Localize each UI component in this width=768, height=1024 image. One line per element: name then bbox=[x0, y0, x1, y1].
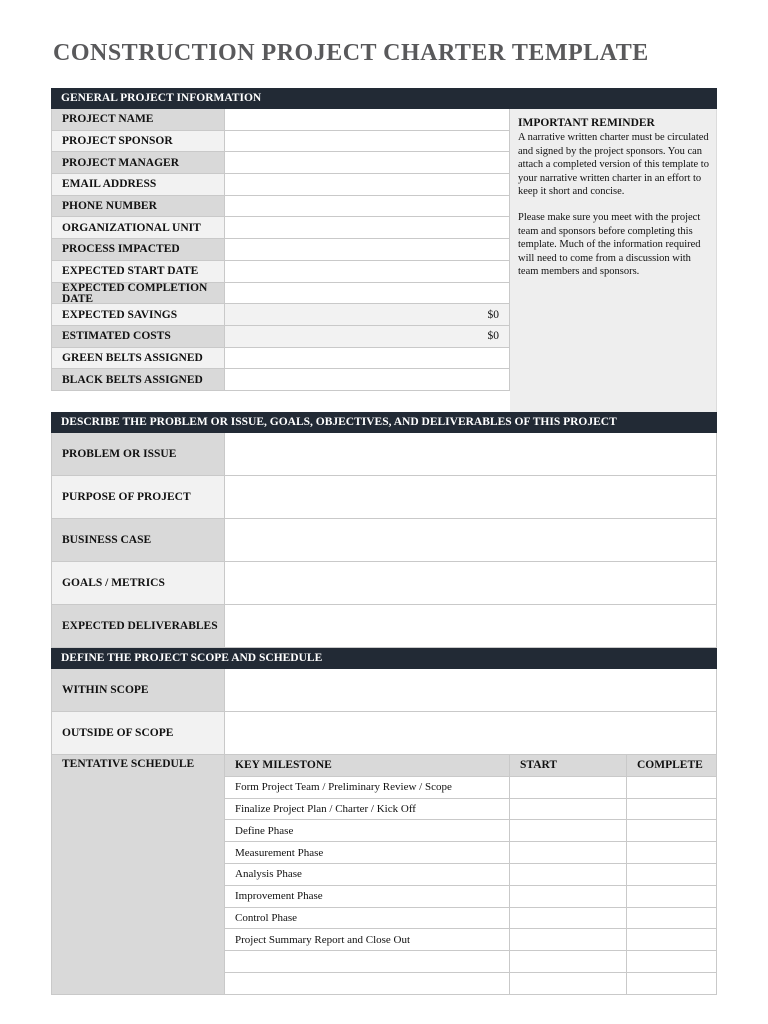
section-row bbox=[51, 605, 717, 648]
column-header-milestone: KEY MILESTONE bbox=[225, 755, 510, 777]
row-label: WITHIN SCOPE bbox=[51, 669, 225, 712]
milestone-complete[interactable] bbox=[627, 820, 717, 842]
section-row bbox=[51, 433, 717, 476]
problem-section bbox=[51, 433, 717, 648]
field-label: ORGANIZATIONAL UNIT bbox=[51, 217, 225, 239]
field-label: PROJECT SPONSOR bbox=[51, 131, 225, 153]
milestone-complete[interactable] bbox=[627, 951, 717, 973]
field-label: EXPECTED START DATE bbox=[51, 261, 225, 283]
schedule-table bbox=[225, 755, 717, 995]
milestone-complete[interactable] bbox=[627, 929, 717, 951]
milestone-start[interactable] bbox=[510, 951, 627, 973]
section-row bbox=[51, 519, 717, 562]
field-row bbox=[51, 283, 510, 305]
field-label: PROJECT MANAGER bbox=[51, 152, 225, 174]
milestone-complete[interactable] bbox=[627, 799, 717, 821]
field-row bbox=[51, 196, 510, 218]
field-value[interactable] bbox=[225, 152, 510, 174]
schedule-header-row bbox=[225, 755, 717, 777]
milestone-complete[interactable] bbox=[627, 973, 717, 995]
row-value[interactable] bbox=[225, 433, 717, 476]
milestone-name[interactable]: Finalize Project Plan / Charter / Kick Off bbox=[225, 799, 510, 821]
field-value[interactable]: $0 bbox=[225, 326, 510, 348]
field-row bbox=[51, 304, 510, 326]
milestone-start[interactable] bbox=[510, 799, 627, 821]
row-label: EXPECTED DELIVERABLES bbox=[51, 605, 225, 648]
section-row bbox=[51, 476, 717, 519]
field-row bbox=[51, 152, 510, 174]
row-value[interactable] bbox=[225, 605, 717, 648]
reminder-text-2: Please make sure you meet with the project team and sponsors before completing this template. Much of the information required will need to come from a discussion with team members and sponsors. bbox=[518, 212, 701, 278]
field-value[interactable] bbox=[225, 174, 510, 196]
milestone-name[interactable]: Project Summary Report and Close Out bbox=[225, 929, 510, 951]
field-value[interactable] bbox=[225, 348, 510, 370]
field-row bbox=[51, 261, 510, 283]
milestone-name[interactable]: Measurement Phase bbox=[225, 842, 510, 864]
column-header-complete: COMPLETE bbox=[627, 755, 717, 777]
scope-section-header: DEFINE THE PROJECT SCOPE AND SCHEDULE bbox=[51, 648, 717, 669]
field-row bbox=[51, 109, 510, 131]
milestone-complete[interactable] bbox=[627, 777, 717, 799]
milestone-name[interactable]: Improvement Phase bbox=[225, 886, 510, 908]
field-row bbox=[51, 217, 510, 239]
section-row bbox=[51, 669, 717, 712]
reminder-text-1: A narrative written charter must be circulated and signed by the project sponsors. You can attach a completed version of this template to your narrative written charter in an effort to keep it short and concise. bbox=[518, 132, 709, 198]
section-row bbox=[51, 712, 717, 755]
field-label: PROJECT NAME bbox=[51, 109, 225, 131]
milestone-start[interactable] bbox=[510, 886, 627, 908]
general-fields bbox=[51, 109, 510, 391]
milestone-start[interactable] bbox=[510, 820, 627, 842]
milestone-start[interactable] bbox=[510, 777, 627, 799]
row-value[interactable] bbox=[225, 476, 717, 519]
charter-form bbox=[51, 88, 717, 995]
section-row bbox=[51, 562, 717, 605]
field-value[interactable] bbox=[225, 196, 510, 218]
field-row bbox=[51, 174, 510, 196]
field-label: ESTIMATED COSTS bbox=[51, 326, 225, 348]
field-row bbox=[51, 369, 510, 391]
row-label: GOALS / METRICS bbox=[51, 562, 225, 605]
schedule-row bbox=[225, 777, 717, 799]
row-label: PROBLEM OR ISSUE bbox=[51, 433, 225, 476]
schedule-section bbox=[51, 755, 717, 995]
milestone-name[interactable] bbox=[225, 951, 510, 973]
field-label: EXPECTED SAVINGS bbox=[51, 304, 225, 326]
column-header-start: START bbox=[510, 755, 627, 777]
milestone-complete[interactable] bbox=[627, 886, 717, 908]
field-value[interactable] bbox=[225, 131, 510, 153]
milestone-complete[interactable] bbox=[627, 864, 717, 886]
milestone-name[interactable]: Control Phase bbox=[225, 908, 510, 930]
milestone-complete[interactable] bbox=[627, 842, 717, 864]
row-value[interactable] bbox=[225, 519, 717, 562]
field-value[interactable] bbox=[225, 283, 510, 305]
row-value[interactable] bbox=[225, 669, 717, 712]
field-value[interactable] bbox=[225, 261, 510, 283]
schedule-row bbox=[225, 951, 717, 973]
problem-section-header: DESCRIBE THE PROBLEM OR ISSUE, GOALS, OBJECTIVES, AND DELIVERABLES OF THIS PROJECT bbox=[51, 412, 717, 433]
schedule-row bbox=[225, 973, 717, 995]
schedule-row bbox=[225, 820, 717, 842]
schedule-row bbox=[225, 864, 717, 886]
field-row bbox=[51, 239, 510, 261]
reminder-title: IMPORTANT REMINDER bbox=[518, 117, 655, 129]
milestone-complete[interactable] bbox=[627, 908, 717, 930]
general-section bbox=[51, 109, 717, 412]
field-value[interactable] bbox=[225, 109, 510, 131]
schedule-label: TENTATIVE SCHEDULE bbox=[51, 755, 225, 995]
field-label: EMAIL ADDRESS bbox=[51, 174, 225, 196]
row-value[interactable] bbox=[225, 562, 717, 605]
row-value[interactable] bbox=[225, 712, 717, 755]
scope-section bbox=[51, 669, 717, 755]
milestone-start[interactable] bbox=[510, 929, 627, 951]
milestone-start[interactable] bbox=[510, 973, 627, 995]
schedule-row bbox=[225, 799, 717, 821]
field-label: BLACK BELTS ASSIGNED bbox=[51, 369, 225, 391]
milestone-name[interactable]: Define Phase bbox=[225, 820, 510, 842]
schedule-row bbox=[225, 886, 717, 908]
row-label: OUTSIDE OF SCOPE bbox=[51, 712, 225, 755]
row-label: PURPOSE OF PROJECT bbox=[51, 476, 225, 519]
page-title: CONSTRUCTION PROJECT CHARTER TEMPLATE bbox=[53, 40, 649, 66]
field-value[interactable]: $0 bbox=[225, 304, 510, 326]
schedule-row bbox=[225, 842, 717, 864]
row-label: BUSINESS CASE bbox=[51, 519, 225, 562]
field-value[interactable] bbox=[225, 369, 510, 391]
milestone-name[interactable]: Form Project Team / Preliminary Review / Scope bbox=[225, 777, 510, 799]
milestone-start[interactable] bbox=[510, 842, 627, 864]
field-value[interactable] bbox=[225, 239, 510, 261]
important-reminder bbox=[510, 109, 717, 412]
field-row bbox=[51, 348, 510, 370]
general-section-header: GENERAL PROJECT INFORMATION bbox=[51, 88, 717, 109]
field-value[interactable] bbox=[225, 217, 510, 239]
field-label: PHONE NUMBER bbox=[51, 196, 225, 218]
field-row bbox=[51, 326, 510, 348]
field-row bbox=[51, 131, 510, 153]
milestone-start[interactable] bbox=[510, 864, 627, 886]
field-label: GREEN BELTS ASSIGNED bbox=[51, 348, 225, 370]
field-label: PROCESS IMPACTED bbox=[51, 239, 225, 261]
field-label: EXPECTED COMPLETION DATE bbox=[51, 283, 225, 305]
milestone-start[interactable] bbox=[510, 908, 627, 930]
schedule-row bbox=[225, 929, 717, 951]
milestone-name[interactable]: Analysis Phase bbox=[225, 864, 510, 886]
schedule-row bbox=[225, 908, 717, 930]
milestone-name[interactable] bbox=[225, 973, 510, 995]
